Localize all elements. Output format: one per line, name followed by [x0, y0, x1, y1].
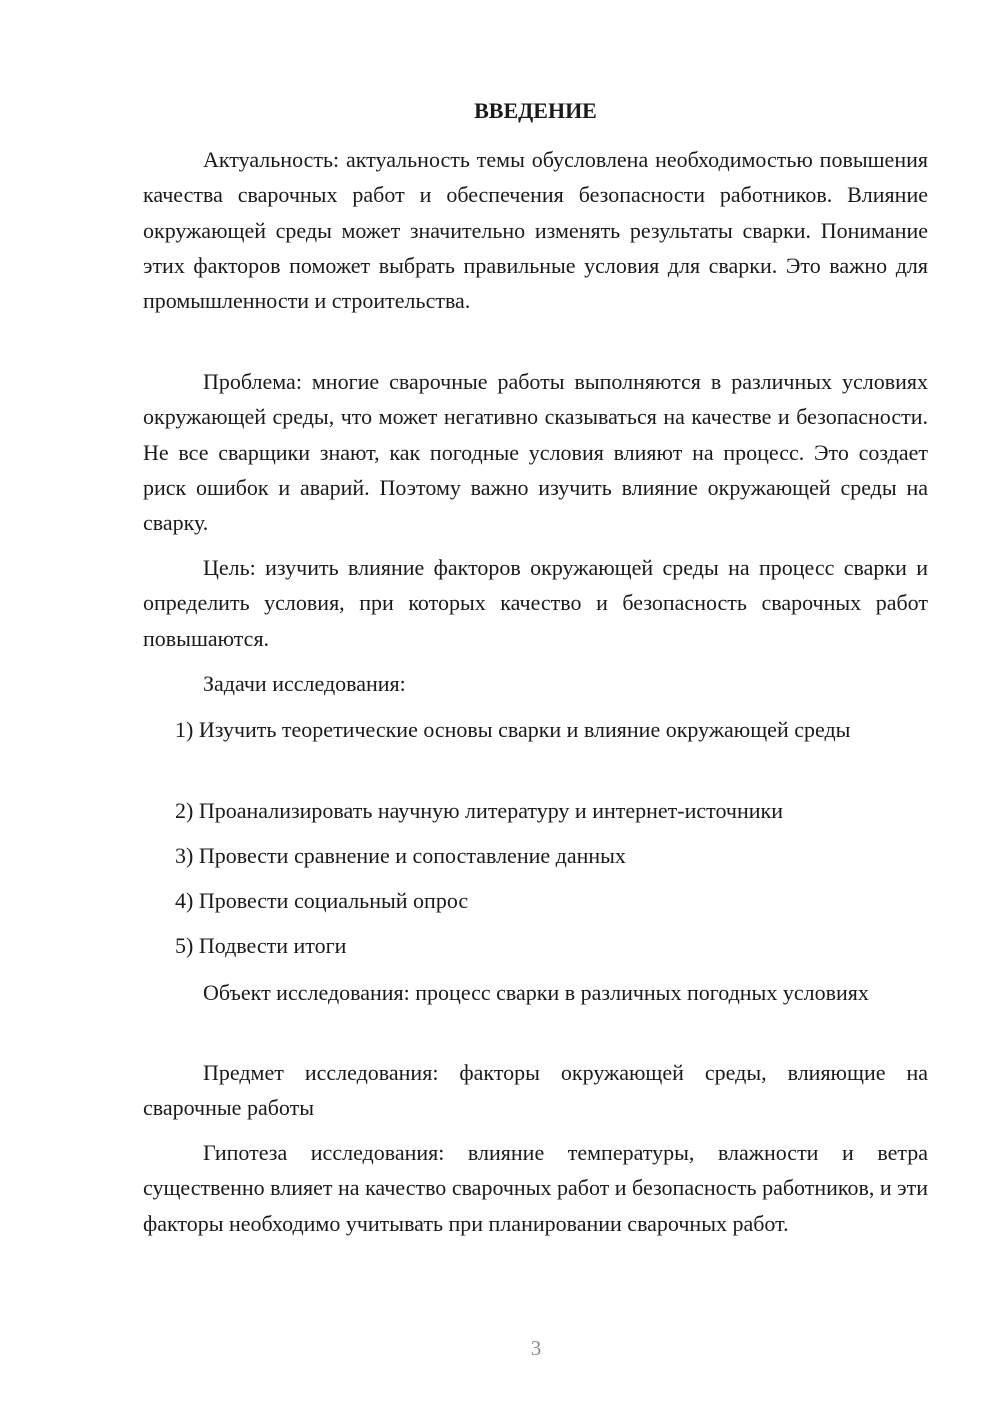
- task-item-3: 3) Провести сравнение и сопоставление данных: [175, 843, 626, 868]
- task-item-2: 2) Проанализировать научную литературу и интернет-источники: [175, 798, 783, 823]
- goal-paragraph: Цель: изучить влияние факторов окружающей среды на процесс сварки и определить условия, при которых качество и безопасность сварочных работ повышаются.: [143, 555, 928, 651]
- page-number: 3: [530, 1336, 542, 1360]
- subject-paragraph: Предмет исследования: факторы окружающей среды, влияющие на сварочные работы: [143, 1060, 928, 1121]
- relevance-paragraph: Актуальность: актуальность темы обусловлена необходимостью повышения качества сварочных работ и обеспечения безопасности работников. Влияние окружающей среды может значительно изменять результаты сварки. Понимание этих факторов поможет выбрать правильные условия для сварки. Это важно для промышленности и строительства.: [143, 147, 928, 314]
- task-item-4: 4) Провести социальный опрос: [175, 888, 469, 913]
- page-title: ВВЕДЕНИЕ: [474, 98, 597, 123]
- object-paragraph: Объект исследования: процесс сварки в различных погодных условиях: [203, 980, 869, 1005]
- task-item-1: 1) Изучить теоретические основы сварки и влияние окружающей среды: [175, 717, 851, 742]
- problem-paragraph: Проблема: многие сварочные работы выполняются в различных условиях окружающей среды, что может негативно сказываться на качестве и безопасности. Не все сварщики знают, как погодные условия влияют на процесс. Это создает риск ошибок и аварий. Поэтому важно изучить влияние окружающей среды на сварку.: [143, 369, 928, 536]
- hypothesis-paragraph: Гипотеза исследования: влияние температуры, влажности и ветра существенно влияет на качество сварочных работ и безопасность работников, и эти факторы необходимо учитывать при планировании сварочных работ.: [143, 1140, 928, 1236]
- tasks-heading: Задачи исследования:: [203, 671, 406, 696]
- task-item-5: 5) Подвести итоги: [175, 933, 347, 958]
